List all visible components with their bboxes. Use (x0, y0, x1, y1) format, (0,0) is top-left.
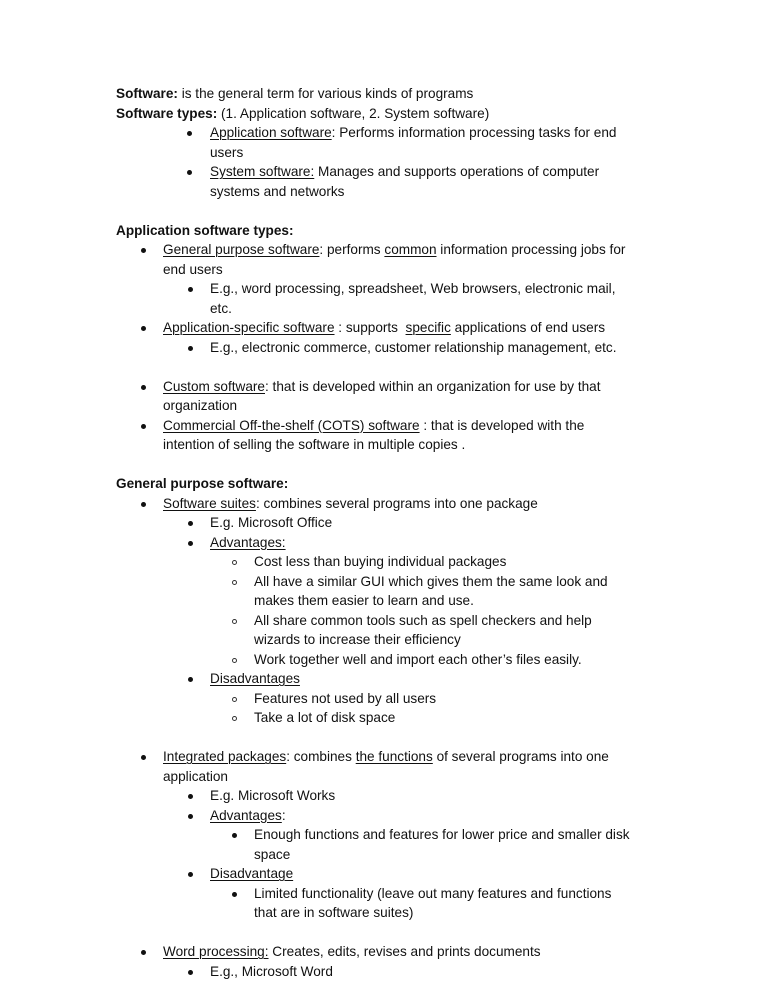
list-item: Custom software: that is developed within an organization for use by that (163, 378, 601, 394)
list-item: Commercial Off-the-shelf (COTS) software : that is developed with the (163, 417, 585, 433)
circle-bullet-icon (232, 650, 237, 670)
list-item: E.g., Microsoft Word (210, 963, 333, 979)
software-definition: Software: is the general term for various kinds of programs (116, 86, 474, 101)
list-item: Software suites: combines several programs into one package (163, 495, 538, 511)
circle-bullet-icon (232, 611, 237, 631)
list-item-cont: systems and networks (210, 183, 345, 199)
bullet-icon (188, 279, 193, 299)
list-item-cont: that are in software suites) (254, 905, 414, 920)
software-types: Software types: (1. Application software, 2. System software) (116, 105, 490, 121)
list-item-cont: wizards to increase their efficiency (254, 632, 461, 647)
bullet-icon (188, 669, 193, 689)
bullet-icon (141, 747, 146, 767)
bullet-icon (187, 123, 192, 143)
list-item-cont: intention of selling the software in multiple copies . (163, 437, 466, 452)
circle-bullet-icon (232, 689, 237, 709)
list-item: E.g. Microsoft Office (210, 515, 333, 530)
circle-bullet-icon (232, 572, 237, 592)
bullet-icon (141, 318, 146, 338)
bullet-icon (188, 533, 193, 553)
list-item: E.g. Microsoft Works (210, 788, 336, 803)
list-item: Application software: Performs information processing tasks for end (210, 125, 617, 140)
bullet-icon (188, 864, 193, 884)
list-item: Work together well and import each other’s files easily. (254, 651, 582, 667)
list-item: E.g., word processing, spreadsheet, Web browsers, electronic mail, (210, 281, 616, 296)
list-item-cont: makes them easier to learn and use. (254, 593, 474, 608)
bullet-icon (188, 962, 193, 982)
list-item: System software: Manages and supports operations of computer (210, 164, 600, 179)
list-item: Limited functionality (leave out many features and functions (254, 885, 612, 901)
list-item: Enough functions and features for lower price and smaller disk (254, 827, 630, 842)
bullet-icon (188, 338, 193, 358)
bullet-icon (232, 884, 237, 904)
bullet-icon (188, 513, 193, 533)
disadvantages-label: Disadvantages (210, 671, 300, 686)
list-item-cont: space (254, 846, 291, 862)
circle-bullet-icon (232, 552, 237, 572)
bullet-icon (188, 806, 193, 826)
list-item: Features not used by all users (254, 690, 437, 706)
list-item: All have a similar GUI which gives them the same look and (254, 573, 608, 589)
section-heading: Application software types: (116, 222, 294, 238)
advantages-label: Advantages: (210, 534, 286, 550)
bullet-icon (141, 377, 146, 397)
list-item: General purpose software: performs common information processing jobs for (163, 242, 626, 257)
list-item-cont: users (210, 144, 244, 160)
bullet-icon (188, 786, 193, 806)
section-heading: General purpose software: (116, 476, 289, 491)
list-item: Application-specific software : supports specific applications of end users (163, 320, 606, 335)
list-item-cont: organization (163, 398, 238, 413)
int-disadvantage-label: Disadvantage (210, 866, 294, 881)
bullet-icon (187, 162, 192, 182)
list-item: Word processing: Creates, edits, revises and prints documents (163, 944, 541, 959)
list-item: Cost less than buying individual packages (254, 554, 507, 569)
list-item: Take a lot of disk space (254, 710, 396, 725)
bullet-icon (141, 416, 146, 436)
list-item-cont: end users (163, 261, 223, 277)
list-item-cont: etc. (210, 300, 232, 316)
bullet-icon (141, 494, 146, 514)
list-item-cont: application (163, 768, 228, 784)
list-item: E.g., electronic commerce, customer relationship management, etc. (210, 339, 617, 355)
circle-bullet-icon (232, 708, 237, 728)
bullet-icon (141, 240, 146, 260)
list-item: All share common tools such as spell checkers and help (254, 612, 592, 628)
bullet-icon (232, 825, 237, 845)
bullet-icon (141, 942, 146, 962)
int-advantages-label: Advantages: (210, 807, 286, 823)
list-item: Integrated packages: combines the functions of several programs into one (163, 749, 609, 764)
